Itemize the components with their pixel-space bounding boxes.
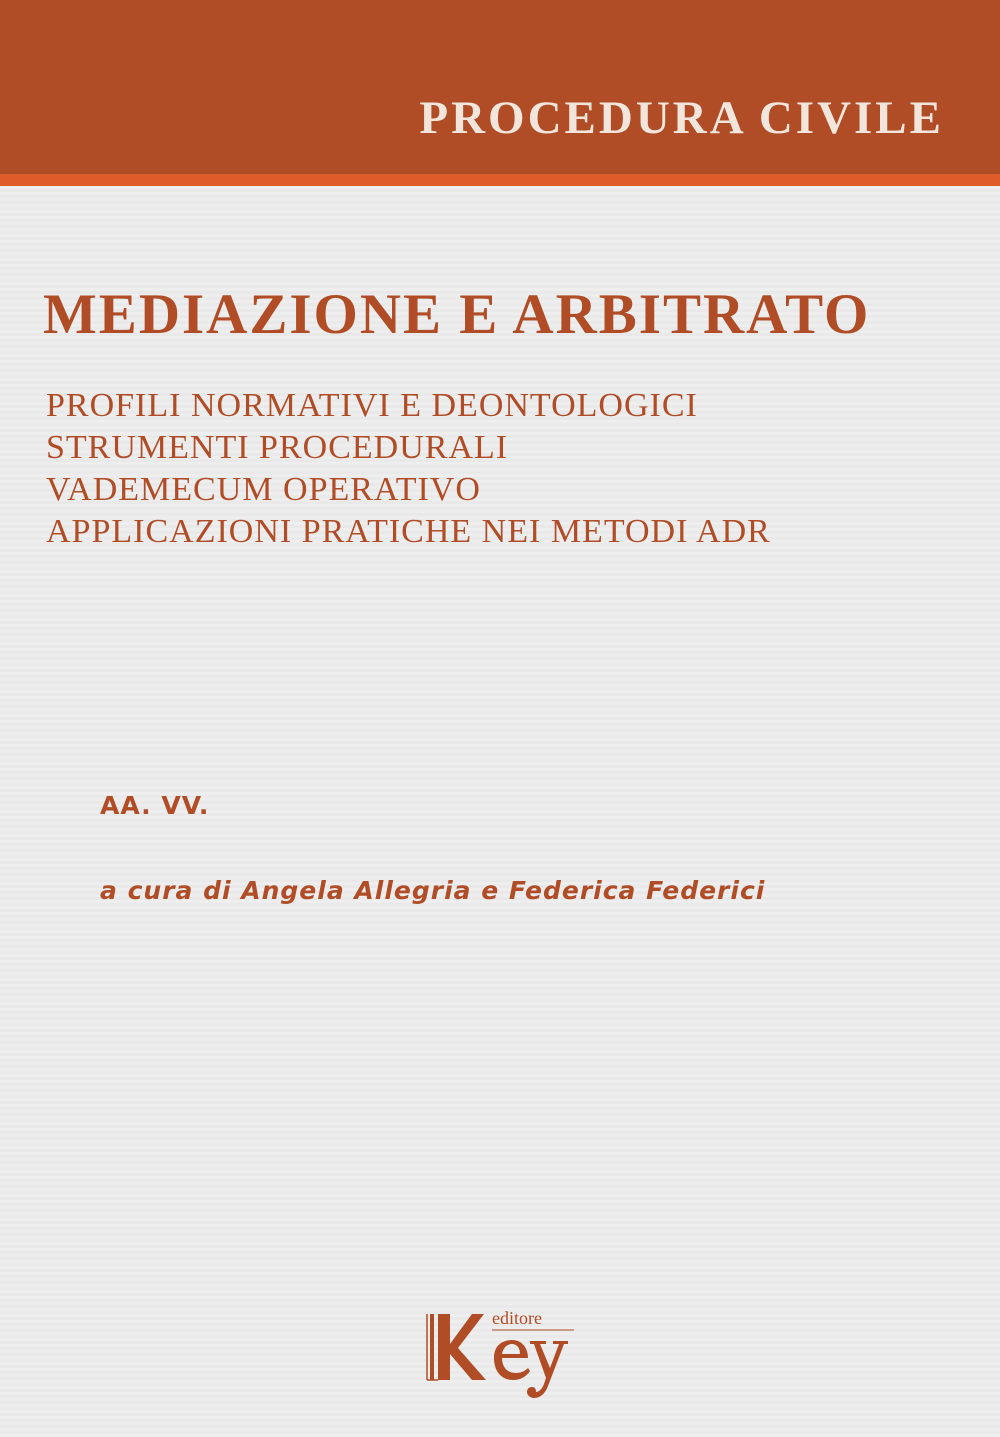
subtitle-line: APPLICAZIONI PRATICHE NEI METODI ADR [46,513,771,550]
subtitle-line: VADEMECUM OPERATIVO [46,471,481,508]
header-accent-stripe [0,174,1000,186]
book-title: MEDIAZIONE E ARBITRATO [43,283,871,346]
editors-credit: a cura di Angela Allegria e Federica Federici [100,876,766,905]
subtitle-line: PROFILI NORMATIVI E DEONTOLOGICI [46,387,698,424]
publisher-logo [424,1300,584,1400]
subtitle-list [46,385,771,553]
authors: AA. VV. [100,791,210,820]
svg-text:editore: editore [492,1308,542,1328]
series-title: PROCEDURA CIVILE [419,92,944,144]
subtitle-line: STRUMENTI PROCEDURALI [46,429,509,466]
